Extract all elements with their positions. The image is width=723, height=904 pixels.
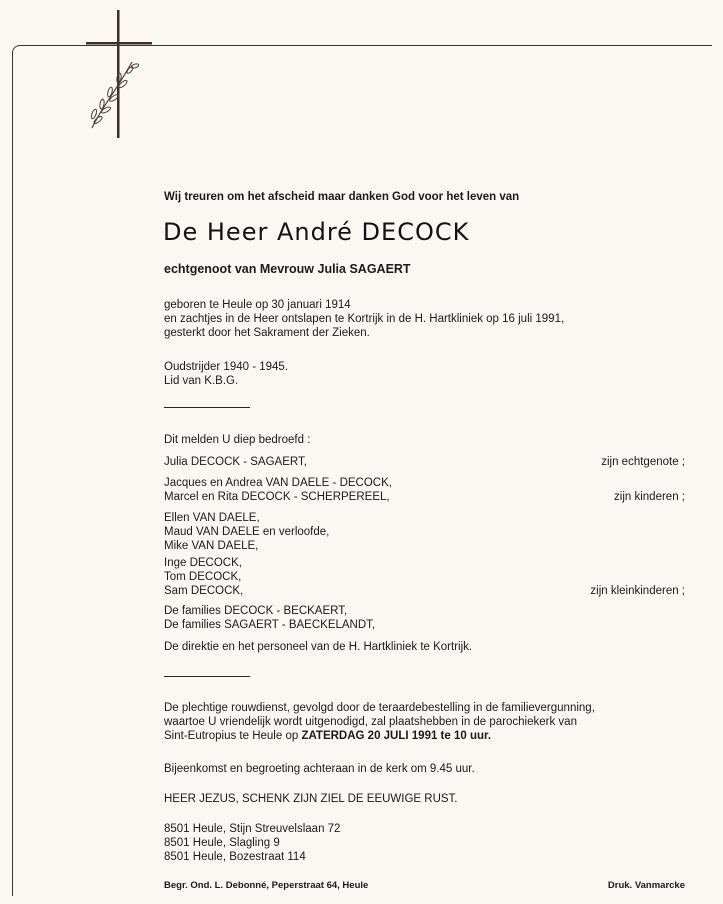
address-line: 8501 Heule, Bozestraat 114 [164, 851, 306, 863]
service-line: De plechtige rouwdienst, gevolgd door de teraardebestelling in de familievergunning, [164, 702, 595, 714]
member-text: Lid van K.B.G. [164, 375, 239, 387]
funeral-director: Begr. Ond. L. Debonné, Peperstraat 64, Heule [164, 880, 369, 891]
grandchild: Mike VAN DAELE, [164, 540, 259, 552]
hospital-line: De direktie en het personeel van de H. Hartkliniek te Kortrijk. [164, 641, 473, 653]
family-line: De families SAGAERT - BAECKELANDT, [164, 619, 376, 631]
divider [164, 407, 250, 408]
service-date: ZATERDAG 20 JULI 1991 te 10 uur. [301, 730, 492, 742]
grandchild: Inge DECOCK, [164, 557, 242, 569]
service-line [164, 729, 491, 743]
address-line: 8501 Heule, Slagling 9 [164, 837, 280, 849]
printer-credit: Druk. Vanmarcke [607, 880, 685, 891]
children-role: zijn kinderen ; [614, 491, 685, 503]
divider [164, 676, 250, 677]
family-line: De families DECOCK - BECKAERT, [164, 605, 348, 617]
grandchild: Maud VAN DAELE en verloofde, [164, 526, 330, 538]
deceased-name: De Heer André DECOCK [163, 218, 470, 246]
grandchildren-role: zijn kleinkinderen ; [590, 585, 685, 597]
child: Marcel en Rita DECOCK - SCHERPEREEL, [164, 491, 390, 503]
prayer-text: HEER JEZUS, SCHENK ZIJN ZIEL DE EEUWIGE RUST. [164, 793, 458, 805]
child: Jacques en Andrea VAN DAELE - DECOCK, [164, 477, 392, 489]
spouse-line: echtgenoot van Mevrouw Julia SAGAERT [164, 262, 411, 276]
grandchild: Sam DECOCK, [164, 585, 244, 597]
address-line: 8501 Heule, Stijn Streuvelslaan 72 [164, 823, 341, 835]
grandchild: Tom DECOCK, [164, 571, 242, 583]
intro-text: Wij treuren om het afscheid maar danken God voor het leven van [164, 191, 520, 203]
service-place: Sint-Eutropius te Heule op [164, 730, 299, 742]
bio-line: gesterkt door het Sakrament der Zieken. [164, 327, 370, 339]
service-line: waartoe U vriendelijk wordt uitgenodigd, zal plaatshebben in de parochiekerk van [164, 716, 577, 728]
gathering-text: Bijeenkomst en begroeting achteraan in de kerk om 9.45 uur. [164, 763, 475, 775]
cross-with-branch-icon [86, 10, 156, 140]
spouse-name: Julia DECOCK - SAGAERT, [164, 456, 307, 468]
veteran-text: Oudstrijder 1940 - 1945. [164, 361, 289, 373]
bio-line: en zachtjes in de Heer ontslapen te Kortrijk in de H. Hartkliniek op 16 juli 1991, [164, 313, 565, 325]
bio-line: geboren te Heule op 30 januari 1914 [164, 299, 351, 311]
spouse-role: zijn echtgenote ; [601, 456, 685, 468]
grandchild: Ellen VAN DAELE, [164, 512, 260, 524]
announce-text: Dit melden U diep bedroefd : [164, 434, 311, 446]
